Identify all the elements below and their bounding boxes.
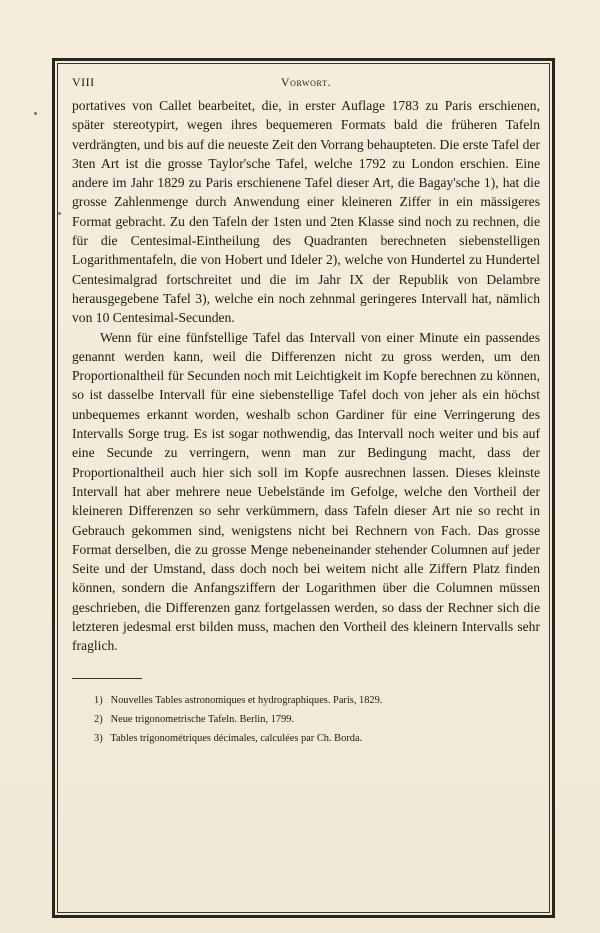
footnote-3 xyxy=(72,729,540,748)
footnotes xyxy=(72,691,540,748)
footnote-text: Tables trigonométriques décimales, calculées par Ch. Borda. xyxy=(110,732,363,744)
footnote-1 xyxy=(72,691,540,710)
body-text xyxy=(72,96,540,656)
paragraph-1: portatives von Callet bearbeitet, die, in erster Auflage 1783 zu Paris erschienen, später stereotypirt, wegen ihres bequemeren Formats bald die früheren Tafeln verdrängten, und bis auf die neueste Zeit den Vorrang behaupteten. Die erste Tafel der 3ten Art ist die grosse Taylor'sche Tafel, welche 1792 zu London erschien. Eine andere im Jahr 1829 zu Paris erschienene Tafel dieser Art, die Bagay'sche 1), hat die grosse Zahlenmenge durch Anwendung einer kleineren Ziffer in ein mässigeres Format gebracht. Zu den Tafeln der 1sten und 2ten Klasse sind noch zu rechnen, die für die Centesimal-Eintheilung des Quadranten berechneten siebenstelligen Logarithmentafeln, die von Hobert und Ideler 2), welche von Hundertel zu Hundertel Centesimalgrad fortschreitet und die im Jahr IX der Republik von Delambre herausgegebene Tafel 3), welche ein noch zehnmal geringeres Intervall hat, nämlich von 10 Centesimal-Secunden. xyxy=(72,98,540,326)
page-number: VIII xyxy=(72,75,95,89)
footnote-number: 2) xyxy=(94,713,103,725)
paper-speck xyxy=(34,112,37,115)
paper-speck xyxy=(58,212,61,215)
footnote-text: Nouvelles Tables astronomiques et hydrographiques. Paris, 1829. xyxy=(110,694,383,706)
running-header xyxy=(72,70,540,92)
footnote-number: 3) xyxy=(94,732,103,744)
paragraph-2: Wenn für eine fünfstellige Tafel das Intervall von einer Minute ein passendes genannt werden kann, weil die Differenzen nicht zu gross werden, um den Proportionaltheil für Secunden noch mit Leichtigkeit im Kopfe berechnen zu können, so ist dasselbe Intervall für eine siebenstellige Tafel doch von jeher als ein höchst unbequemes erkannt worden, weshalb schon Gardiner für eine Verringerung des Intervalls Sorge trug. Es ist sogar nothwendig, das Intervall noch weiter und bis auf eine Secunde zu verringern, wenn man zur Bedingung macht, dass der Proportionaltheil auch hier sich soll im Kopfe ausrechnen lassen. Dieses kleinste Intervall hat aber mehrere neue Uebelstände im Gefolge, welche den Vortheil der kleineren Differenzen so sehr verkümmern, dass Tafeln dieser Art nie so recht in Gebrauch gekommen sind, wenigstens nicht bei Rechnern von Fach. Das grosse Format derselben, die zu grosse Menge nebeneinander stehender Columnen auf jeder Seite und der Umstand, dass doch noch bei weitem nicht alle Ziffern Platz finden können, sondern die Anfangsziffern der Logarithmen über die Columnen müssen geschrieben, die Differenzen ganz fortgelassen werden, so dass der Rechner sich die letzteren jedesmal erst bilden muss, machen den Vortheil des kleinern Intervalls sehr fraglich. xyxy=(72,329,540,654)
footnote-text: Neue trigonometrische Tafeln. Berlin, 1799. xyxy=(110,713,295,725)
footnote-number: 1) xyxy=(94,694,103,706)
page-content xyxy=(72,70,540,748)
footnote-rule xyxy=(72,678,142,679)
running-title: Vorwort. xyxy=(280,75,332,89)
footnote-2 xyxy=(72,710,540,729)
